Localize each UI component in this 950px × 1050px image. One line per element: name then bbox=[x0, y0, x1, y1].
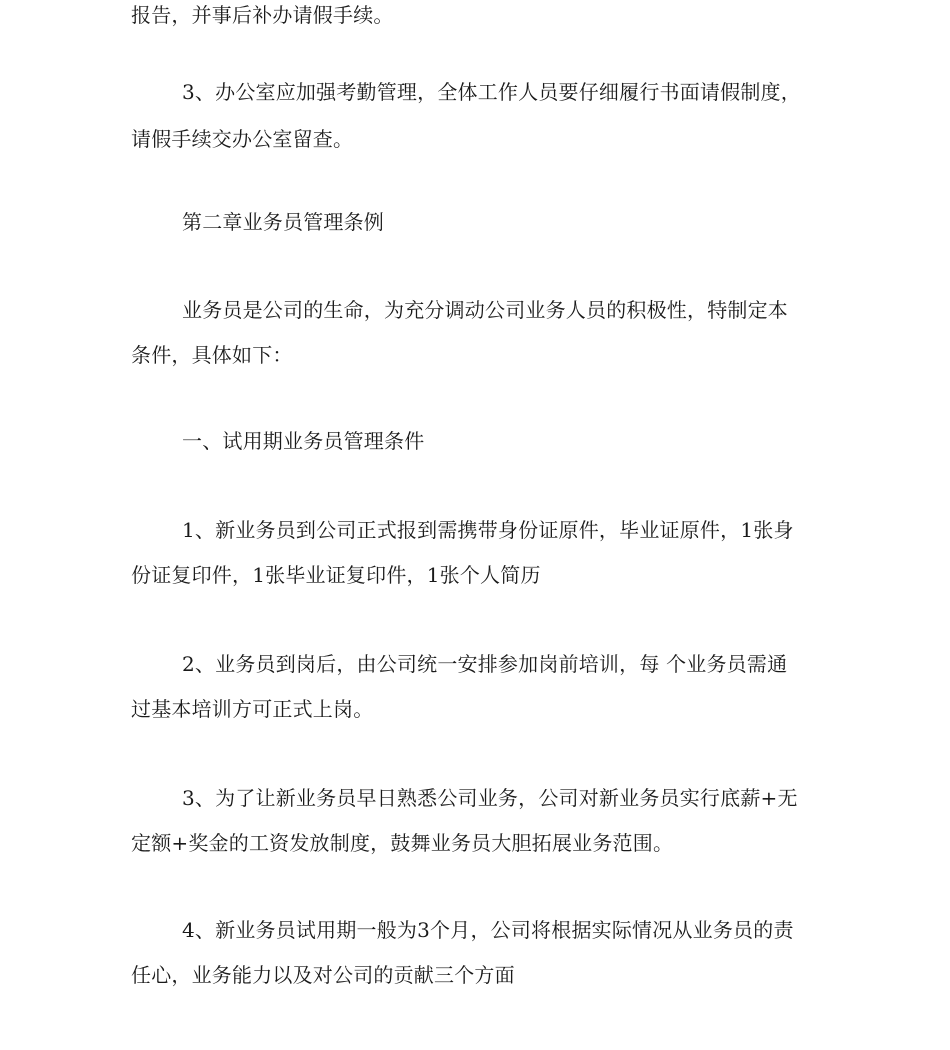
text-line-intro-start: 业务员是公司的生命，为充分调动公司业务人员的积极性，特制定本 bbox=[182, 298, 788, 322]
text-line-item-2-end: 过基本培训方可正式上岗。 bbox=[131, 697, 374, 721]
section-heading: 一、试用期业务员管理条件 bbox=[182, 429, 425, 453]
text-line-item-1-end: 份证复印件，1张毕业证复印件，1张个人简历 bbox=[131, 563, 541, 587]
text-line-rule-3-end: 请假手续交办公室留查。 bbox=[131, 127, 354, 151]
text-line-rule-3-start: 3、办公室应加强考勤管理，全体工作人员要仔细履行书面请假制度， bbox=[182, 80, 801, 104]
text-line-continuation: 报告，并事后补办请假手续。 bbox=[131, 3, 394, 27]
text-line-item-4-end: 任心，业务能力以及对公司的贡献三个方面 bbox=[131, 963, 515, 987]
text-line-item-2-start: 2、业务员到岗后，由公司统一安排参加岗前培训，每 个业务员需通 bbox=[182, 652, 788, 676]
text-line-item-3-start: 3、为了让新业务员早日熟悉公司业务，公司对新业务员实行底薪+无 bbox=[182, 786, 798, 810]
text-line-item-4-start: 4、新业务员试用期一般为3个月，公司将根据实际情况从业务员的责 bbox=[182, 918, 794, 942]
text-line-intro-end: 条件，具体如下： bbox=[131, 343, 293, 367]
chapter-heading: 第二章业务员管理条例 bbox=[182, 210, 384, 234]
text-line-item-1-start: 1、新业务员到公司正式报到需携带身份证原件，毕业证原件，1张身 bbox=[182, 518, 794, 542]
text-line-item-3-end: 定额+奖金的工资发放制度，鼓舞业务员大胆拓展业务范围。 bbox=[131, 831, 674, 855]
